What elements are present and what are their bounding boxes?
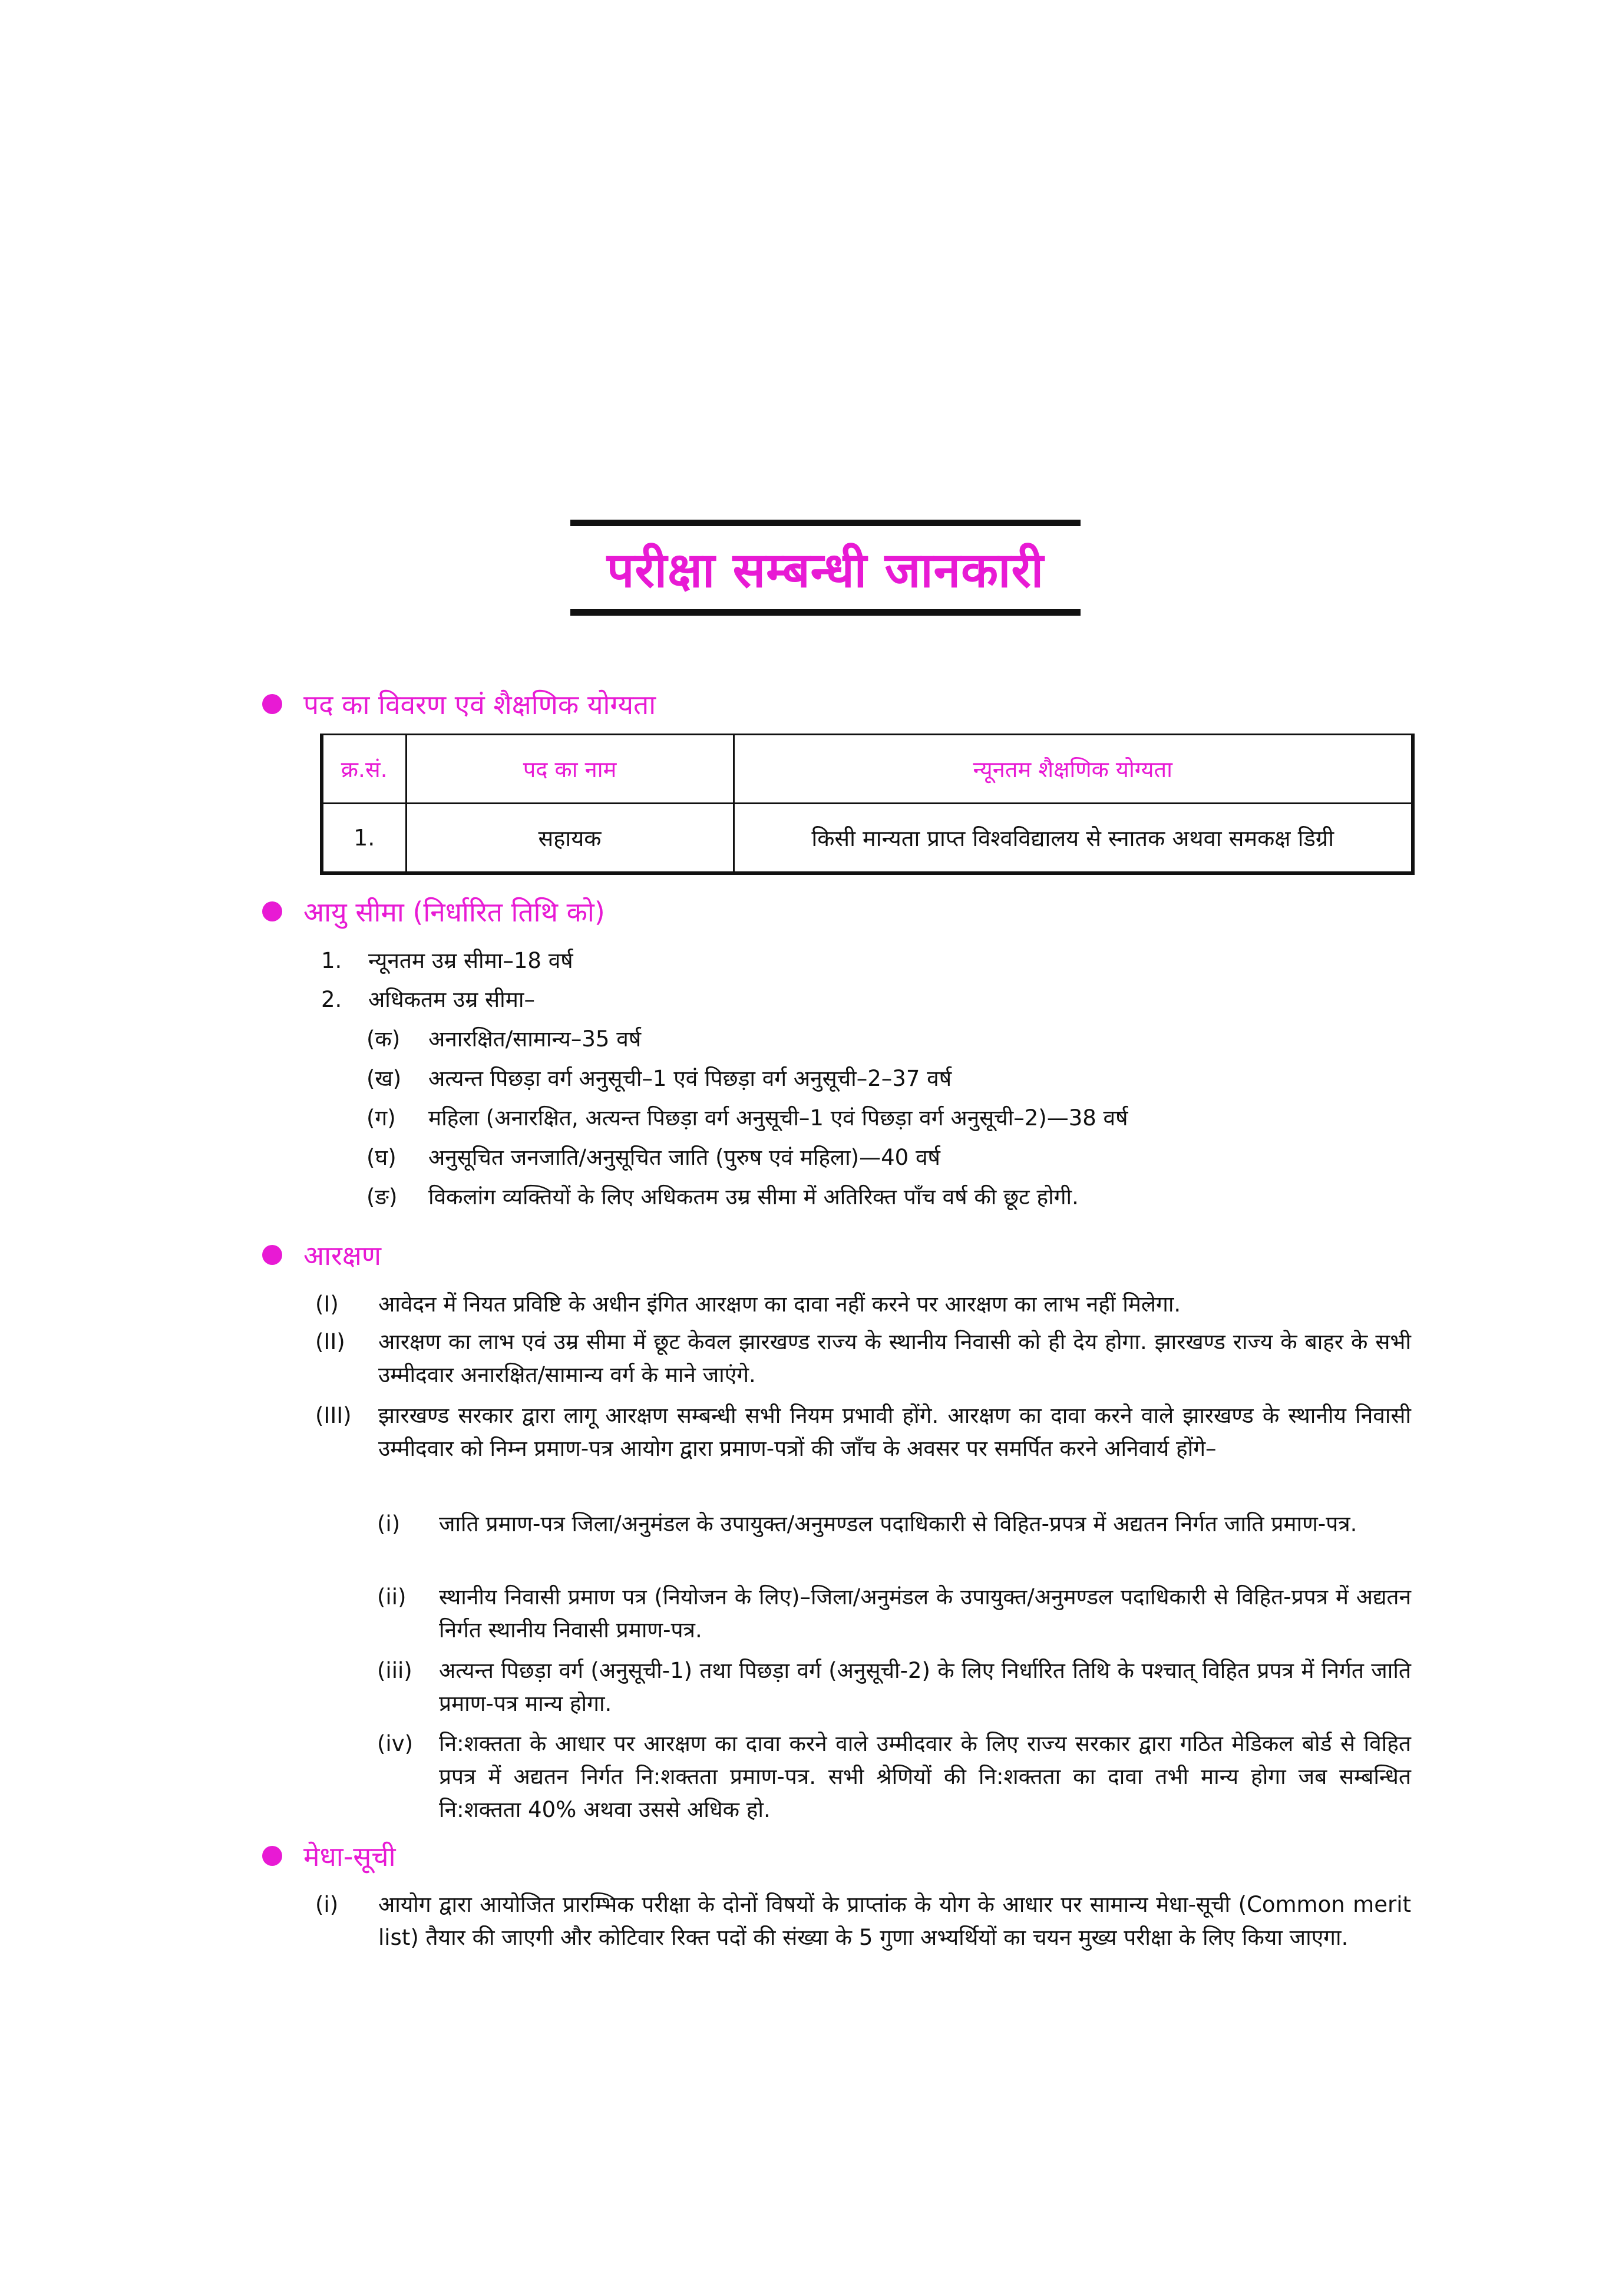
table-row — [322, 804, 1413, 874]
list-marker: (II) — [315, 1329, 345, 1355]
table-header-cell: न्यूनतम शैक्षणिक योग्यता — [734, 735, 1413, 804]
list-marker: (I) — [315, 1291, 339, 1317]
list-item: अत्यन्त पिछड़ा वर्ग अनुसूची–1 एवं पिछड़ा वर्ग अनुसूची–2–37 वर्ष — [428, 1066, 952, 1091]
page-title: परीक्षा सम्बन्धी जानकारी — [606, 543, 1045, 599]
section-heading-text: आयु सीमा (निर्धारित तिथि को) — [303, 896, 605, 928]
list-marker: 2. — [321, 987, 342, 1012]
list-marker: (i) — [315, 1892, 339, 1917]
section-heading-age — [262, 888, 605, 935]
table-header-row — [322, 735, 1413, 804]
section-heading-reservation — [262, 1231, 381, 1279]
list-item: झारखण्ड सरकार द्वारा लागू आरक्षण सम्बन्धी सभी नियम प्रभावी होंगे. आरक्षण का दावा करने वाले झारखण्ड के स्थानीय निवासी उम्मीदवार को निम्न प्रमाण-पत्र आयोग द्वारा प्रमाण-पत्रों की जाँच के अवसर पर समर्पित करने अनिवार्य होंगे– — [378, 1403, 1411, 1461]
title-rule-top — [570, 520, 1081, 526]
table-cell: सहायक — [406, 804, 734, 874]
list-marker: (क) — [366, 1026, 401, 1052]
list-item: आवेदन में नियत प्रविष्टि के अधीन इंगित आरक्षण का दावा नहीं करने पर आरक्षण का लाभ नहीं मिलेगा. — [378, 1291, 1181, 1317]
list-item: जाति प्रमाण-पत्र जिला/अनुमंडल के उपायुक्त/अनुमण्डल पदाधिकारी से विहित-प्रपत्र में अद्यतन निर्गत जाति प्रमाण-पत्र. — [439, 1511, 1357, 1537]
table-header-cell: पद का नाम — [406, 735, 734, 804]
list-item: न्यूनतम उम्र सीमा–18 वर्ष — [368, 948, 573, 973]
list-item: स्थानीय निवासी प्रमाण पत्र (नियोजन के लिए)–जिला/अनुमंडल के उपायुक्त/अनुमण्डल पदाधिकारी से विहित-प्रपत्र में अद्यतन निर्गत स्थानीय निवासी प्रमाण-पत्र. — [439, 1584, 1411, 1643]
list-item: अधिकतम उम्र सीमा– — [368, 987, 535, 1012]
bullet-icon — [262, 1245, 282, 1265]
title-rule-bottom — [570, 609, 1081, 616]
list-marker: (iii) — [377, 1658, 412, 1683]
list-item: अनारक्षित/सामान्य–35 वर्ष — [428, 1026, 642, 1052]
list-item: नि:शक्तता के आधार पर आरक्षण का दावा करने वाले उम्मीदवार के लिए राज्य सरकार द्वारा गठित मेडिकल बोर्ड से विहित प्रपत्र में अद्यतन निर्गत नि:शक्तता प्रमाण-पत्र. सभी श्रेणियों की नि:शक्तता का दावा तभी मान्य होगा जब सम्बन्धित नि:शक्तता 40% अथवा उससे अधिक हो. — [439, 1731, 1411, 1822]
section-heading-merit — [262, 1832, 396, 1879]
section-heading-text: मेधा-सूची — [303, 1841, 396, 1872]
table-header-cell: क्र.सं. — [322, 735, 406, 804]
section-heading-text: पद का विवरण एवं शैक्षणिक योग्यता — [303, 689, 656, 721]
bullet-icon — [262, 901, 282, 921]
list-marker: (घ) — [366, 1145, 397, 1170]
table-cell: किसी मान्यता प्राप्त विश्वविद्यालय से स्नातक अथवा समकक्ष डिग्री — [734, 804, 1413, 874]
section-heading-text: आरक्षण — [303, 1240, 382, 1271]
section-heading-post — [262, 680, 656, 728]
list-item: अत्यन्त पिछड़ा वर्ग (अनुसूची-1) तथा पिछड़ा वर्ग (अनुसूची-2) के लिए निर्धारित तिथि के पश्चात् विहित प्रपत्र में निर्गत जाति प्रमाण-पत्र मान्य होगा. — [439, 1658, 1411, 1716]
bullet-icon — [262, 1846, 282, 1866]
qualification-table — [320, 734, 1415, 875]
list-item: आयोग द्वारा आयोजित प्रारम्भिक परीक्षा के दोनों विषयों के प्राप्तांक के योग के आधार पर सामान्य मेधा-सूची (Common merit list) तैयार की जाएगी और कोटिवार रिक्त पदों की संख्या के 5 गुणा अभ्यर्थियों का चयन मुख्य परीक्षा के लिए किया जाएगा. — [378, 1892, 1411, 1950]
list-item: अनुसूचित जनजाति/अनुसूचित जाति (पुरुष एवं महिला)—40 वर्ष — [428, 1145, 940, 1170]
list-marker: (ख) — [366, 1066, 402, 1091]
list-marker: (III) — [315, 1403, 352, 1428]
list-marker: 1. — [321, 948, 342, 973]
table-cell: 1. — [322, 804, 406, 874]
list-item: विकलांग व्यक्तियों के लिए अधिकतम उम्र सीमा में अतिरिक्त पाँच वर्ष की छूट होगी. — [428, 1184, 1079, 1210]
list-item: महिला (अनारक्षित, अत्यन्त पिछड़ा वर्ग अनुसूची–1 एवं पिछड़ा वर्ग अनुसूची–2)—38 वर्ष — [428, 1105, 1128, 1131]
list-marker: (i) — [377, 1511, 401, 1537]
list-marker: (ङ) — [366, 1184, 398, 1210]
list-marker: (ii) — [377, 1584, 407, 1610]
bullet-icon — [262, 694, 282, 714]
list-item: आरक्षण का लाभ एवं उम्र सीमा में छूट केवल झारखण्ड राज्य के स्थानीय निवासी को ही देय होगा. झारखण्ड राज्य के बाहर के सभी उम्मीदवार अनारक्षित/सामान्य वर्ग के माने जाएंगे. — [378, 1329, 1411, 1387]
list-marker: (iv) — [377, 1731, 414, 1756]
list-marker: (ग) — [366, 1105, 396, 1131]
